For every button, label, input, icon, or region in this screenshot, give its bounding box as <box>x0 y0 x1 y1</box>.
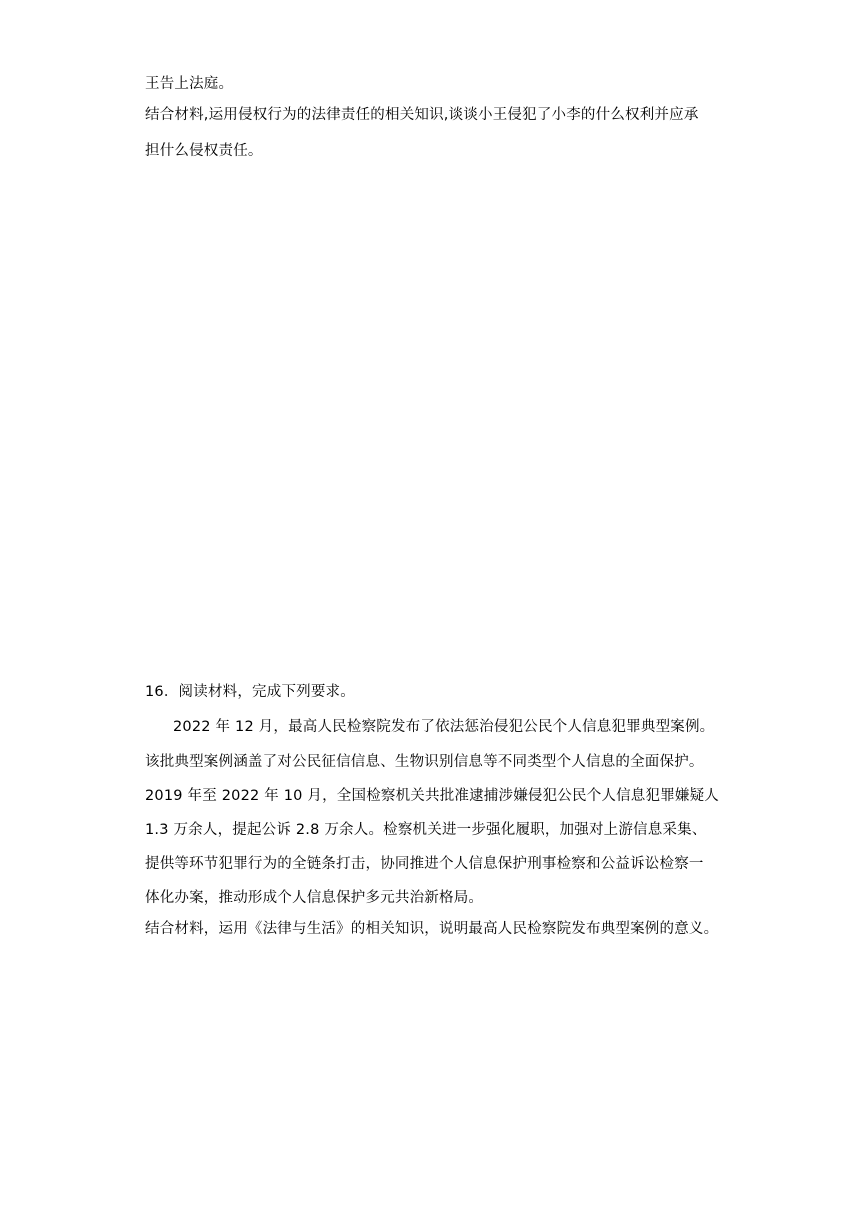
question-16-heading: 16．阅读材料，完成下列要求。 <box>145 684 355 700</box>
material-line-1: 2022 年 12 月，最高人民检察院发布了依法惩治侵犯公民个人信息犯罪典型案例。 <box>173 719 715 735</box>
question-16-prompt: 结合材料，运用《法律与生活》的相关知识，说明最高人民检察院发布典型案例的意义。 <box>145 921 719 937</box>
material-line-2: 该批典型案例涵盖了对公民征信信息、生物识别信息等不同类型个人信息的全面保护。 <box>145 754 704 770</box>
material-tail-text: 王告上法庭。 <box>145 76 234 92</box>
material-line-3: 2019 年至 2022 年 10 月，全国检察机关共批准逮捕涉嫌侵犯公民个人信息犯罪嫌疑人 <box>145 788 719 804</box>
material-line-5: 提供等环节犯罪行为的全链条打击，协同推进个人信息保护刑事检察和公益诉讼检察一 <box>145 856 704 872</box>
question-prompt-line-2: 担什么侵权责任。 <box>145 143 263 159</box>
question-prompt-line-1: 结合材料,运用侵权行为的法律责任的相关知识,谈谈小王侵犯了小李的什么权利并应承 <box>145 107 699 123</box>
material-line-4: 1.3 万余人，提起公诉 2.8 万余人。检察机关进一步强化履职，加强对上游信息采集、 <box>145 822 707 838</box>
material-line-6: 体化办案，推动形成个人信息保护多元共治新格局。 <box>145 890 484 906</box>
